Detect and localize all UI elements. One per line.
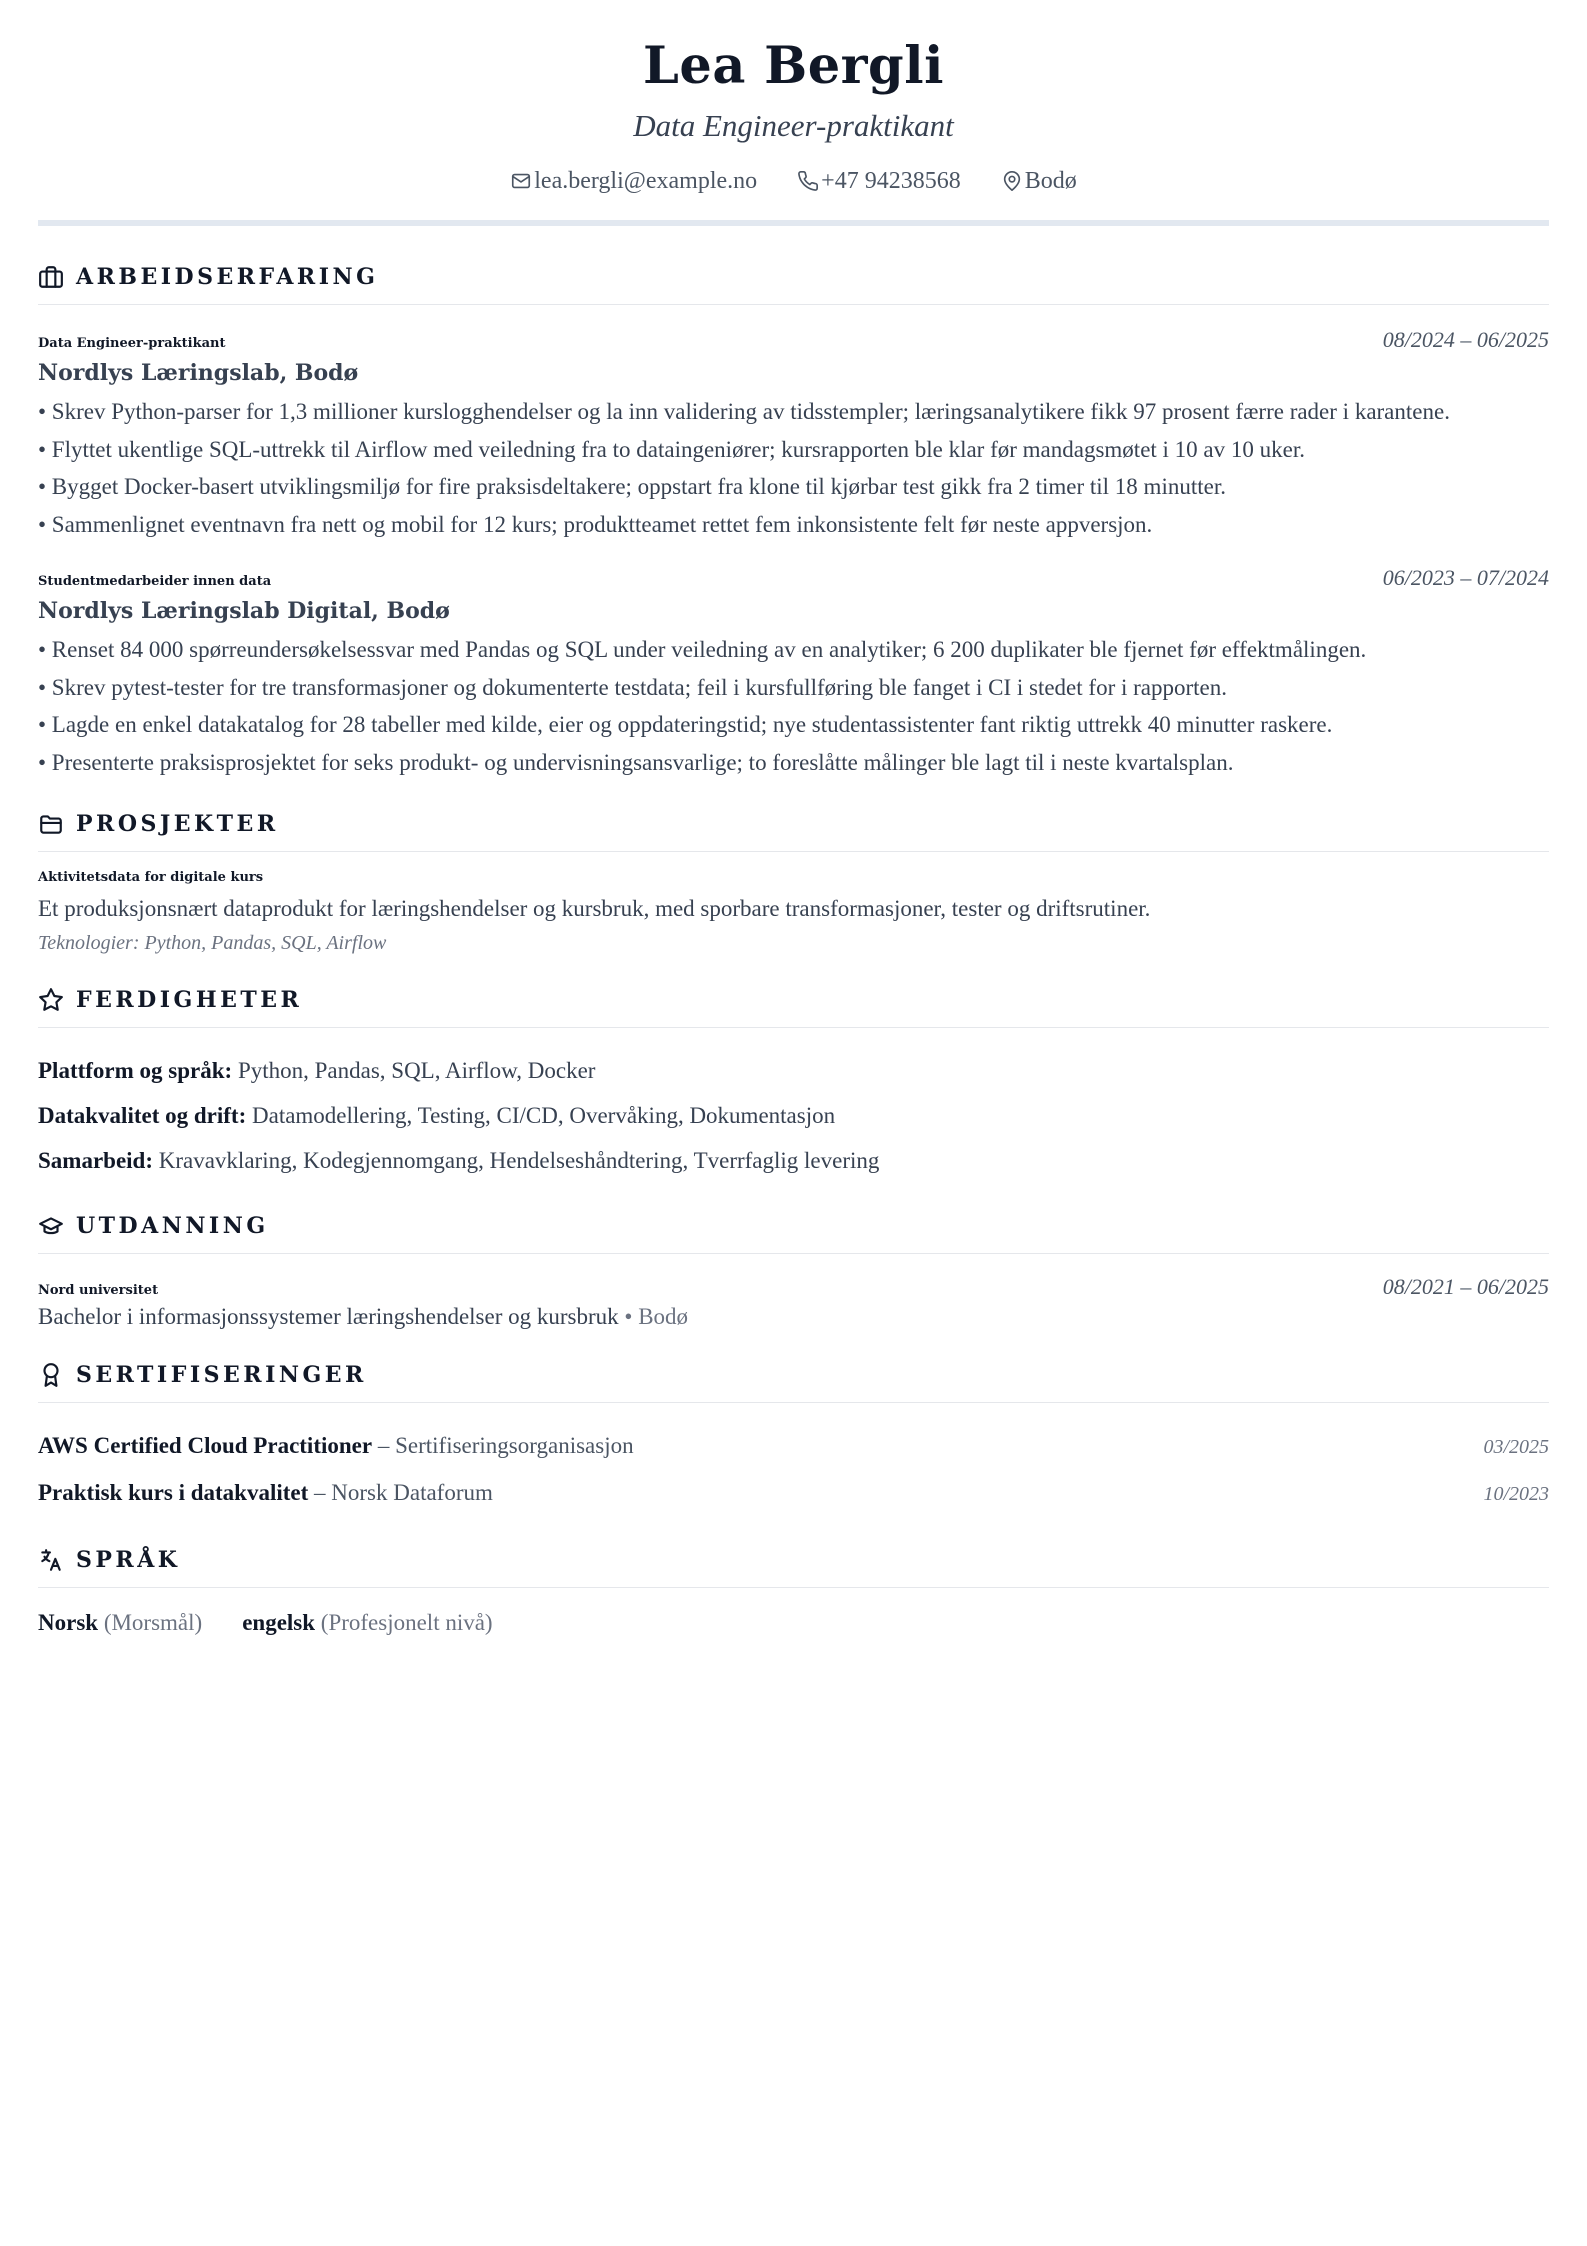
bullet-item: • Skrev pytest-tester for tre transformasjoner og dokumenterte testdata; feil i kursfullføring ble fanget i CI i stedet for i rapporten.	[38, 674, 1227, 700]
skill-row	[38, 1048, 1549, 1093]
contact-phone[interactable]	[797, 166, 961, 196]
briefcase-icon	[38, 264, 64, 290]
education-section	[38, 1213, 1549, 1332]
certification-date: 03/2025	[1483, 1436, 1549, 1458]
skills-list	[38, 1048, 1549, 1183]
degree-line	[38, 1302, 1549, 1332]
job-dates: 06/2023 – 07/2024	[1382, 565, 1549, 590]
graduation-cap-icon	[38, 1213, 64, 1239]
map-pin-icon	[1001, 170, 1023, 192]
certifications-section	[38, 1362, 1549, 1517]
award-icon	[38, 1362, 64, 1388]
certification-item	[38, 1423, 1549, 1470]
section-title: ARBEIDSERFARING	[76, 264, 379, 290]
education-location: • Bodø	[618, 1304, 689, 1329]
skill-label: Plattform og språk:	[38, 1058, 233, 1083]
contact-email[interactable]	[510, 166, 757, 196]
bullet-item: • Bygget Docker-basert utviklingsmiljø for fire praksisdeltakere; oppstart fra klone til kjørbar test gikk fra 2 timer til 18 minutter.	[38, 474, 1226, 499]
section-title: SERTIFISERINGER	[76, 1362, 367, 1388]
job-bullets	[38, 631, 1549, 781]
bullet-item: • Flyttet ukentlige SQL-uttrekk til Airflow med veiledning fra to dataingeniører; kursrapporten ble klar før mandagsmøtet i 10 av 10 uker.	[38, 436, 1305, 462]
language-level: (Morsmål)	[98, 1610, 203, 1635]
section-header	[38, 1362, 1549, 1403]
job-organization: Nordlys Læringslab Digital, Bodø	[38, 598, 450, 624]
job-organization: Nordlys Læringslab, Bodø	[38, 360, 359, 386]
language-name: engelsk	[242, 1610, 316, 1635]
bullet-item: • Sammenlignet eventnavn fra nett og mobil for 12 kurs; produktteamet rettet fem inkonsistente felt før neste appversjon.	[38, 511, 1153, 537]
skills-section	[38, 987, 1549, 1183]
experience-entry	[38, 565, 1549, 781]
certification-issuer: – Sertifiseringsorganisasjon	[372, 1433, 634, 1458]
location-text: Bodø	[1024, 168, 1077, 194]
skill-label: Samarbeid:	[38, 1148, 153, 1173]
skill-label: Datakvalitet og drift:	[38, 1103, 247, 1128]
project-description: Et produksjonsnært dataprodukt for læringshendelser og kursbruk, med sporbare transformasjoner, tester og driftsrutiner.	[38, 896, 1151, 921]
skill-value: Datamodellering, Testing, CI/CD, Overvåking, Dokumentasjon	[246, 1103, 836, 1128]
language-item	[38, 1610, 202, 1636]
section-title: PROSJEKTER	[76, 811, 279, 837]
resume-header	[38, 0, 1549, 226]
folder-icon	[38, 811, 64, 837]
candidate-title: Data Engineer-praktikant	[633, 108, 954, 143]
projects-section	[38, 811, 1549, 957]
certification-name: AWS Certified Cloud Practitioner	[38, 1433, 373, 1458]
section-header	[38, 987, 1549, 1028]
certification-name: Praktisk kurs i datakvalitet	[38, 1480, 309, 1505]
section-title: UTDANNING	[76, 1213, 269, 1239]
bullet-item: • Presenterte praksisprosjektet for seks produkt- og undervisningsansvarlige; to foreslåtte målinger ble lagt til i neste kvartalsplan.	[38, 749, 1234, 775]
translate-icon	[38, 1547, 64, 1573]
phone-icon	[797, 170, 819, 192]
degree: Bachelor i informasjonssystemer læringshendelser og kursbruk	[38, 1304, 619, 1329]
candidate-name: Lea Bergli	[643, 36, 944, 96]
education-entry	[38, 1274, 1549, 1332]
skill-row	[38, 1093, 1549, 1138]
section-title: SPRÅK	[76, 1547, 181, 1573]
header-divider	[38, 220, 1549, 226]
bullet-item: • Renset 84 000 spørreundersøkelsessvar med Pandas og SQL under veiledning av en analytiker; 6 200 duplikater ble fjernet før effektmålingen.	[38, 637, 1367, 662]
language-name: Norsk	[38, 1610, 99, 1635]
section-header	[38, 1213, 1549, 1254]
education-dates: 08/2021 – 06/2025	[1382, 1274, 1549, 1299]
section-header	[38, 811, 1549, 852]
contact-line	[38, 166, 1549, 196]
skill-value: Kravavklaring, Kodegjennomgang, Hendelseshåndtering, Tverrfaglig levering	[153, 1148, 880, 1173]
skill-value: Python, Pandas, SQL, Airflow, Docker	[232, 1058, 596, 1083]
email-text: lea.bergli@example.no	[534, 168, 758, 194]
mail-icon	[510, 170, 532, 192]
experience-section	[38, 264, 1549, 781]
skill-row	[38, 1138, 1549, 1183]
languages-section	[38, 1547, 1549, 1636]
job-dates: 08/2024 – 06/2025	[1382, 327, 1549, 352]
section-title: FERDIGHETER	[76, 987, 303, 1013]
certification-issuer: – Norsk Dataforum	[308, 1480, 493, 1505]
contact-location	[1001, 166, 1077, 196]
experience-entry	[38, 327, 1549, 543]
language-level: (Profesjonelt nivå)	[315, 1610, 493, 1635]
certification-item	[38, 1470, 1549, 1517]
job-bullets	[38, 393, 1549, 543]
project-title: Aktivitetsdata for digitale kurs	[38, 870, 264, 885]
certification-date: 10/2023	[1483, 1483, 1549, 1505]
section-header	[38, 264, 1549, 305]
star-icon	[38, 987, 64, 1013]
school-name: Nord universitet	[38, 1283, 159, 1298]
bullet-item: • Skrev Python-parser for 1,3 millioner kurslogghendelser og la inn validering av tidsstempler; læringsanalytikere fikk 97 prosent færre rader i karantene.	[38, 399, 1450, 424]
language-list	[38, 1610, 1549, 1636]
phone-text: +47 94238568	[821, 168, 961, 194]
section-header	[38, 1547, 1549, 1588]
bullet-item: • Lagde en enkel datakatalog for 28 tabeller med kilde, eier og oppdateringstid; nye studentassistenter fant riktig uttrekk 40 minutter raskere.	[38, 712, 1333, 737]
language-item	[242, 1610, 492, 1636]
certification-list	[38, 1423, 1549, 1517]
project-technologies: Teknologier: Python, Pandas, SQL, Airflow	[38, 932, 387, 954]
job-role: Studentmedarbeider innen data	[38, 574, 272, 589]
job-role: Data Engineer-praktikant	[38, 336, 226, 351]
